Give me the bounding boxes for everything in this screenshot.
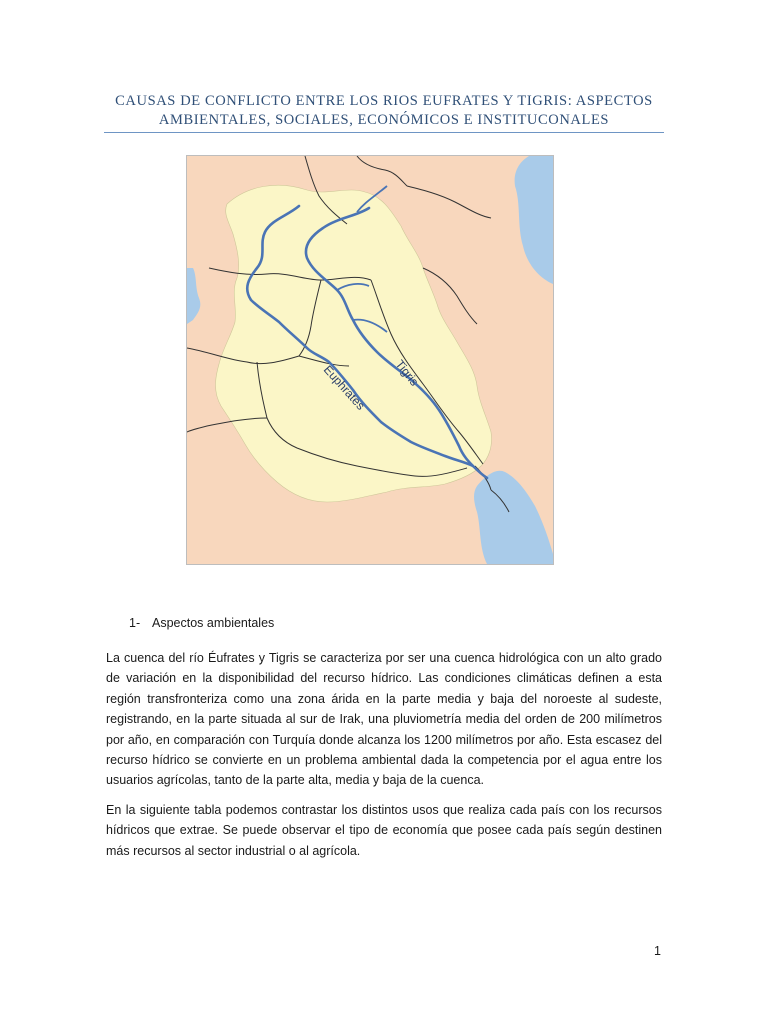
title-line-1: CAUSAS DE CONFLICTO ENTRE LOS RIOS EUFRATES Y TIGRIS: ASPECTOS [115, 93, 653, 109]
title-line-2: AMBIENTALES, SOCIALES, ECONÓMICOS E INSTITUCONALES [158, 112, 610, 128]
paragraph-table-intro: En la siguiente tabla podemos contrastar los distintos usos que realiza cada país con los recursos hídricos que extrae. Se puede observar el tipo de economía que posee cada país según destinen más recursos al sector industrial o al agrícola. [106, 803, 662, 858]
map-label-euphrates: Euphrates [320, 362, 368, 413]
title-underline [104, 132, 664, 133]
section-heading-text: Aspectos ambientales [152, 616, 275, 630]
basin-map [187, 156, 553, 564]
map-label-tigris: Tigris [392, 357, 422, 389]
page-number: 1 [654, 944, 661, 958]
section-heading [129, 616, 274, 630]
paragraph-environmental: La cuenca del río Éufrates y Tigris se caracteriza por ser una cuenca hidrológica con un alto grado de variación en la disponibilidad del recurso hídrico. Las condiciones climáticas definen a esta región transfronteriza como una zona árida en la parte media y baja del noroeste al sudeste, registrando, en la parte situada al sur de Irak, una pluviometría media del orden de 200 milímetros por año, en comparación con Turquía donde alcanza los 1200 milímetros por año. Esta escasez del recurso hídrico se convierte en un problema ambiental dada la competencia por el agua entre los usuarios agrícolas, tanto de la parte alta, media y baja de la cuenca. [106, 651, 662, 788]
basin-map-figure [186, 155, 554, 565]
section-number: 1- [129, 616, 141, 630]
document-title [104, 92, 664, 130]
